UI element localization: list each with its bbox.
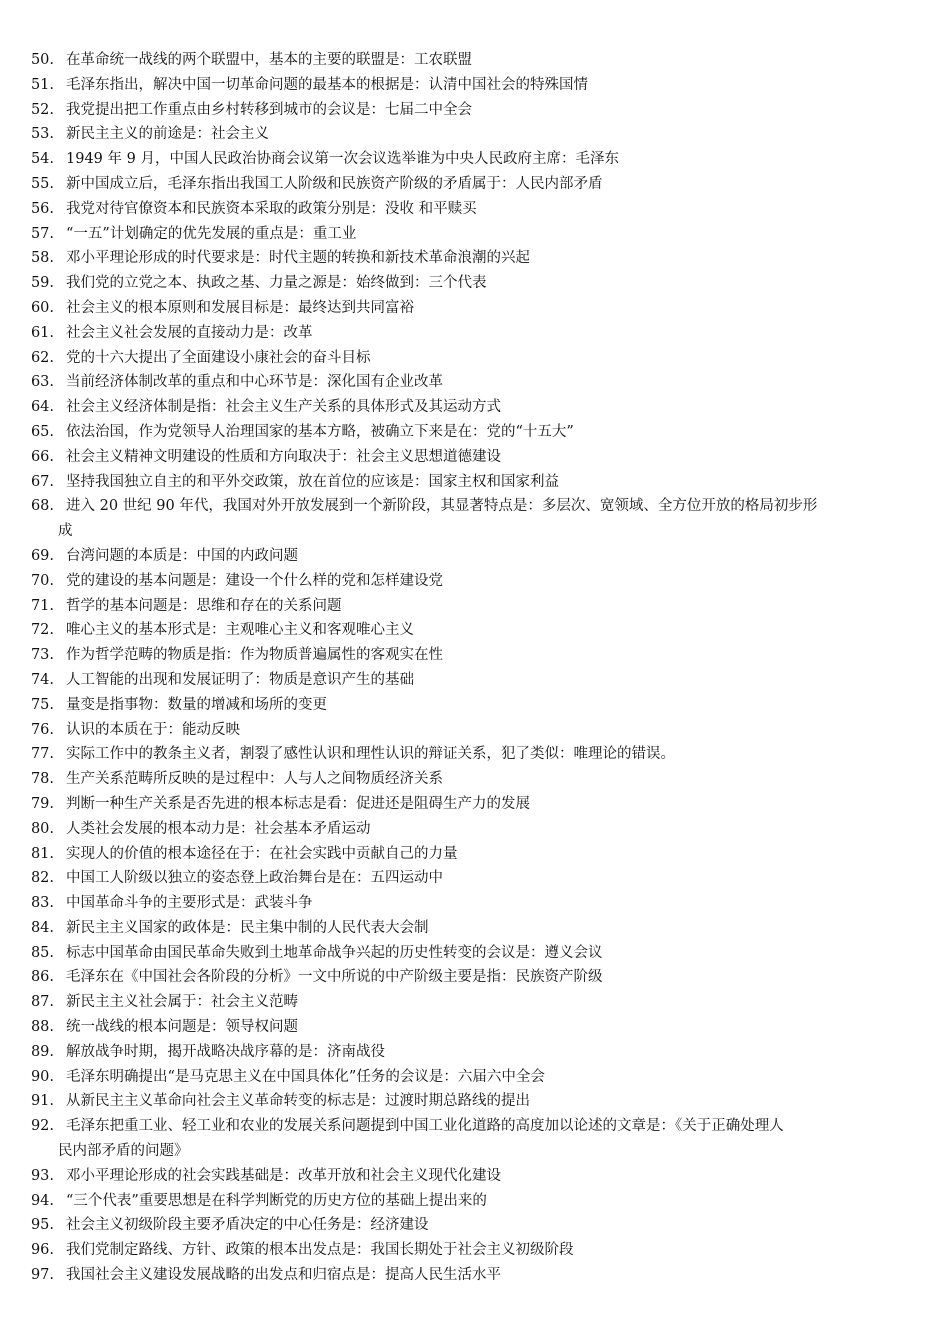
item-text <box>66 1015 298 1040</box>
item-number: 95. <box>30 1217 54 1234</box>
item-text <box>66 767 443 792</box>
item-number: 60. <box>30 299 54 316</box>
list-item <box>0 1114 950 1164</box>
list-item <box>0 817 950 842</box>
list-item <box>0 866 950 891</box>
item-text-line: 哲学的基本问题是：思维和存在的关系问题 <box>66 597 342 614</box>
item-text-line: 人工智能的出现和发展证明了：物质是意识产生的基础 <box>66 671 414 688</box>
list-item <box>0 48 950 73</box>
item-text-line: 台湾问题的本质是：中国的内政问题 <box>66 547 298 564</box>
item-text-line: 新中国成立后，毛泽东指出我国工人阶级和民族资产阶级的矛盾属于：人民内部矛盾 <box>66 175 603 192</box>
item-text-line: 社会主义社会发展的直接动力是：改革 <box>66 324 313 341</box>
item-text-line: 党的十六大提出了全面建设小康社会的奋斗目标 <box>66 349 371 366</box>
list-item <box>0 1213 950 1238</box>
item-number: 82. <box>30 870 54 887</box>
item-text-line: 党的建设的基本问题是：建设一个什么样的党和怎样建设党 <box>66 572 443 589</box>
item-text <box>66 916 429 941</box>
item-text-line: 社会主义经济体制是指：社会主义生产关系的具体形式及其运动方式 <box>66 399 501 416</box>
item-text-line: “一五”计划确定的优先发展的重点是：重工业 <box>66 225 357 242</box>
list-item <box>0 693 950 718</box>
item-text <box>66 842 458 867</box>
item-text <box>66 618 414 643</box>
list-item <box>0 594 950 619</box>
list-item <box>0 494 950 544</box>
list-item <box>0 668 950 693</box>
list-item <box>0 1238 950 1263</box>
item-text-line: 生产关系范畴所反映的是过程中：人与人之间物质经济关系 <box>66 771 443 788</box>
item-text-line: 新民主主义的前途是：社会主义 <box>66 126 269 143</box>
item-number: 77. <box>30 746 54 763</box>
item-number: 54. <box>30 151 54 168</box>
item-text <box>66 296 414 321</box>
list-item <box>0 122 950 147</box>
item-text <box>66 370 443 395</box>
list-item <box>0 222 950 247</box>
item-text-line: 认识的本质在于：能动反映 <box>66 721 240 738</box>
item-text-line: 社会主义精神文明建设的性质和方向取决于：社会主义思想道德建设 <box>66 448 501 465</box>
item-text-line: 作为哲学范畴的物质是指：作为物质普遍属性的客观实在性 <box>66 647 443 664</box>
item-number: 81. <box>30 845 54 862</box>
item-number: 51. <box>30 76 54 93</box>
item-text-line: 中国革命斗争的主要形式是：武装斗争 <box>66 895 313 912</box>
item-text-line: 在革命统一战线的两个联盟中，基本的主要的联盟是：工农联盟 <box>66 52 472 68</box>
item-number: 92. <box>30 1118 54 1135</box>
item-text-line: 依法治国，作为党领导人治理国家的基本方略，被确立下来是在：党的“十五大” <box>66 423 574 440</box>
list-item <box>0 1164 950 1189</box>
list-item <box>0 1189 950 1214</box>
item-text <box>66 147 619 172</box>
item-text <box>66 73 588 98</box>
item-number: 52. <box>30 101 54 118</box>
item-text <box>66 321 313 346</box>
item-number: 80. <box>30 820 54 837</box>
item-text-line: 我国社会主义建设发展战略的出发点和归宿点是：提高人民生活水平 <box>66 1267 501 1284</box>
item-text <box>66 891 313 916</box>
item-text-line: 邓小平理论形成的时代要求是：时代主题的转换和新技术革命浪潮的兴起 <box>66 250 530 267</box>
item-text <box>66 346 371 371</box>
item-text <box>66 1040 385 1065</box>
list-item <box>0 321 950 346</box>
item-number: 76. <box>30 721 54 738</box>
list-item <box>0 346 950 371</box>
item-number: 61. <box>30 324 54 341</box>
item-number: 57. <box>30 225 54 242</box>
list-item <box>0 767 950 792</box>
item-number: 90. <box>30 1068 54 1085</box>
item-text-line: 判断一种生产关系是否先进的根本标志是看：促进还是阻碍生产力的发展 <box>66 795 530 812</box>
list-item <box>0 1040 950 1065</box>
list-item <box>0 147 950 172</box>
list-item <box>0 1089 950 1114</box>
item-number: 63. <box>30 374 54 391</box>
item-text <box>58 1114 898 1164</box>
item-number: 97. <box>30 1267 54 1284</box>
list-item <box>0 271 950 296</box>
item-text <box>66 866 443 891</box>
item-number: 75. <box>30 696 54 713</box>
item-text-line: 实现人的价值的根本途径在于：在社会实践中贡献自己的力量 <box>66 845 458 862</box>
list-item <box>0 842 950 867</box>
item-text <box>58 494 898 544</box>
item-number: 59. <box>30 275 54 292</box>
item-text <box>66 643 443 668</box>
item-text-line: 坚持我国独立自主的和平外交政策，放在首位的应该是：国家主权和国家利益 <box>66 473 559 490</box>
item-text-line: 1949 年 9 月，中国人民政治协商会议第一次会议选举谁为中央人民政府主席：毛泽东 <box>66 151 619 168</box>
item-number: 91. <box>30 1093 54 1110</box>
item-text-line: 我们党的立党之本、执政之基、力量之源是：始终做到：三个代表 <box>66 275 487 292</box>
item-text <box>66 222 356 247</box>
item-text-line: 当前经济体制改革的重点和中心环节是：深化国有企业改革 <box>66 374 443 391</box>
list-item <box>0 98 950 123</box>
item-text-line: 毛泽东在《中国社会各阶段的分析》一文中所说的中产阶级主要是指：民族资产阶级 <box>66 969 603 986</box>
item-text-line: 实际工作中的教条主义者，割裂了感性认识和理性认识的辩证关系，犯了类似：唯理论的错误。 <box>66 746 675 763</box>
item-text <box>66 470 559 495</box>
item-number: 83. <box>30 895 54 912</box>
item-number: 94. <box>30 1192 54 1209</box>
item-text <box>66 271 487 296</box>
list-item <box>0 73 950 98</box>
item-number: 70. <box>30 572 54 589</box>
item-text <box>66 1213 429 1238</box>
list-item <box>0 891 950 916</box>
item-number: 85. <box>30 944 54 961</box>
item-number: 96. <box>30 1242 54 1259</box>
list-item <box>0 197 950 222</box>
item-text-line: 解放战争时期，揭开战略决战序幕的是：济南战役 <box>66 1043 385 1060</box>
item-text-line: 统一战线的根本问题是：领导权问题 <box>66 1019 298 1036</box>
item-text-line: 从新民主主义革命向社会主义革命转变的标志是：过渡时期总路线的提出 <box>66 1093 530 1110</box>
item-text <box>66 594 342 619</box>
item-text <box>66 1089 530 1114</box>
item-text <box>66 445 501 470</box>
item-number: 66. <box>30 448 54 465</box>
item-number: 93. <box>30 1167 54 1184</box>
document-page <box>0 48 950 1288</box>
item-number: 84. <box>30 919 54 936</box>
item-text <box>66 395 501 420</box>
item-text <box>66 742 675 767</box>
list-item <box>0 742 950 767</box>
item-number: 74. <box>30 671 54 688</box>
item-text <box>66 990 298 1015</box>
item-text-line: 唯心主义的基本形式是：主观唯心主义和客观唯心主义 <box>66 622 414 639</box>
item-text-line: 邓小平理论形成的社会实践基础是：改革开放和社会主义现代化建设 <box>66 1167 501 1184</box>
item-number: 86. <box>30 969 54 986</box>
item-text-line: 我们党制定路线、方针、政策的根本出发点是：我国长期处于社会主义初级阶段 <box>66 1242 574 1259</box>
item-number: 73. <box>30 647 54 664</box>
list-item <box>0 1015 950 1040</box>
list-item <box>0 544 950 569</box>
item-text <box>66 1164 501 1189</box>
list-item <box>0 445 950 470</box>
list-item <box>0 643 950 668</box>
item-text <box>66 122 269 147</box>
item-text-line: 我党对待官僚资本和民族资本采取的政策分别是：没收 和平赎买 <box>66 200 477 217</box>
item-text <box>66 569 443 594</box>
item-number: 56. <box>30 200 54 217</box>
item-text-line: 量变是指事物：数量的增减和场所的变更 <box>66 696 327 713</box>
item-text-line: 中国工人阶级以独立的姿态登上政治舞台是在：五四运动中 <box>66 870 443 887</box>
item-text <box>66 941 603 966</box>
list-item <box>0 172 950 197</box>
list-item <box>0 470 950 495</box>
item-text <box>66 693 327 718</box>
item-text <box>66 718 240 743</box>
item-text-line: 人类社会发展的根本动力是：社会基本矛盾运动 <box>66 820 371 837</box>
list-item <box>0 718 950 743</box>
item-text <box>66 172 603 197</box>
list-item <box>0 370 950 395</box>
item-text-continuation: 民内部矛盾的问题》 <box>58 1143 189 1160</box>
item-number: 87. <box>30 994 54 1011</box>
item-text <box>66 544 298 569</box>
list-item <box>0 395 950 420</box>
item-text-continuation: 成 <box>58 523 73 540</box>
list-item <box>0 792 950 817</box>
list-item <box>0 1065 950 1090</box>
list-item <box>0 569 950 594</box>
item-number: 69. <box>30 547 54 564</box>
list-item <box>0 941 950 966</box>
item-number: 88. <box>30 1019 54 1036</box>
item-number: 89. <box>30 1043 54 1060</box>
item-text-line: 毛泽东指出，解决中国一切革命问题的最基本的根据是：认清中国社会的特殊国情 <box>66 76 588 93</box>
item-number: 79. <box>30 795 54 812</box>
item-text <box>66 668 414 693</box>
item-number: 58. <box>30 250 54 267</box>
list-item <box>0 990 950 1015</box>
item-number: 53. <box>30 126 54 143</box>
item-text <box>66 965 603 990</box>
item-text-line: 社会主义初级阶段主要矛盾决定的中心任务是：经济建设 <box>66 1217 429 1234</box>
item-text <box>66 1238 574 1263</box>
item-text-line: 我党提出把工作重点由乡村转移到城市的会议是：七届二中全会 <box>66 101 472 118</box>
item-number: 68. <box>30 498 54 515</box>
item-text-line: 毛泽东把重工业、轻工业和农业的发展关系问题提到中国工业化道路的高度加以论述的文章是：《关于正确处理人 <box>66 1118 784 1135</box>
item-text <box>66 1189 487 1214</box>
item-text <box>66 246 530 271</box>
item-number: 64. <box>30 399 54 416</box>
item-text <box>66 48 472 73</box>
item-text-line: 毛泽东明确提出“是马克思主义在中国具体化”任务的会议是：六届六中全会 <box>66 1068 545 1085</box>
item-number: 67. <box>30 473 54 490</box>
item-text-line: 进入 20 世纪 90 年代，我国对外开放发展到一个新阶段，其显著特点是：多层次、宽领域、全方位开放的格局初步形 <box>66 498 818 515</box>
item-text-line: 标志中国革命由国民革命失败到土地革命战争兴起的历史性转变的会议是：遵义会议 <box>66 944 603 961</box>
item-number: 55. <box>30 175 54 192</box>
list-item <box>0 420 950 445</box>
list-item <box>0 1263 950 1288</box>
list-item <box>0 916 950 941</box>
item-number: 71. <box>30 597 54 614</box>
list-item <box>0 618 950 643</box>
list-item <box>0 296 950 321</box>
item-text-line: “三个代表”重要思想是在科学判断党的历史方位的基础上提出来的 <box>66 1192 487 1209</box>
item-text <box>66 98 472 123</box>
item-number: 50. <box>30 52 54 68</box>
item-number: 65. <box>30 423 54 440</box>
item-text <box>66 817 371 842</box>
item-number: 78. <box>30 771 54 788</box>
item-number: 62. <box>30 349 54 366</box>
item-text <box>66 197 477 222</box>
item-text-line: 新民主主义社会属于：社会主义范畴 <box>66 994 298 1011</box>
item-text <box>66 792 530 817</box>
item-text-line: 社会主义的根本原则和发展目标是：最终达到共同富裕 <box>66 299 414 316</box>
list-item <box>0 965 950 990</box>
item-text <box>66 1065 545 1090</box>
item-text <box>66 420 574 445</box>
item-text-line: 新民主主义国家的政体是：民主集中制的人民代表大会制 <box>66 919 429 936</box>
list-item <box>0 246 950 271</box>
item-text <box>66 1263 501 1288</box>
item-number: 72. <box>30 622 54 639</box>
